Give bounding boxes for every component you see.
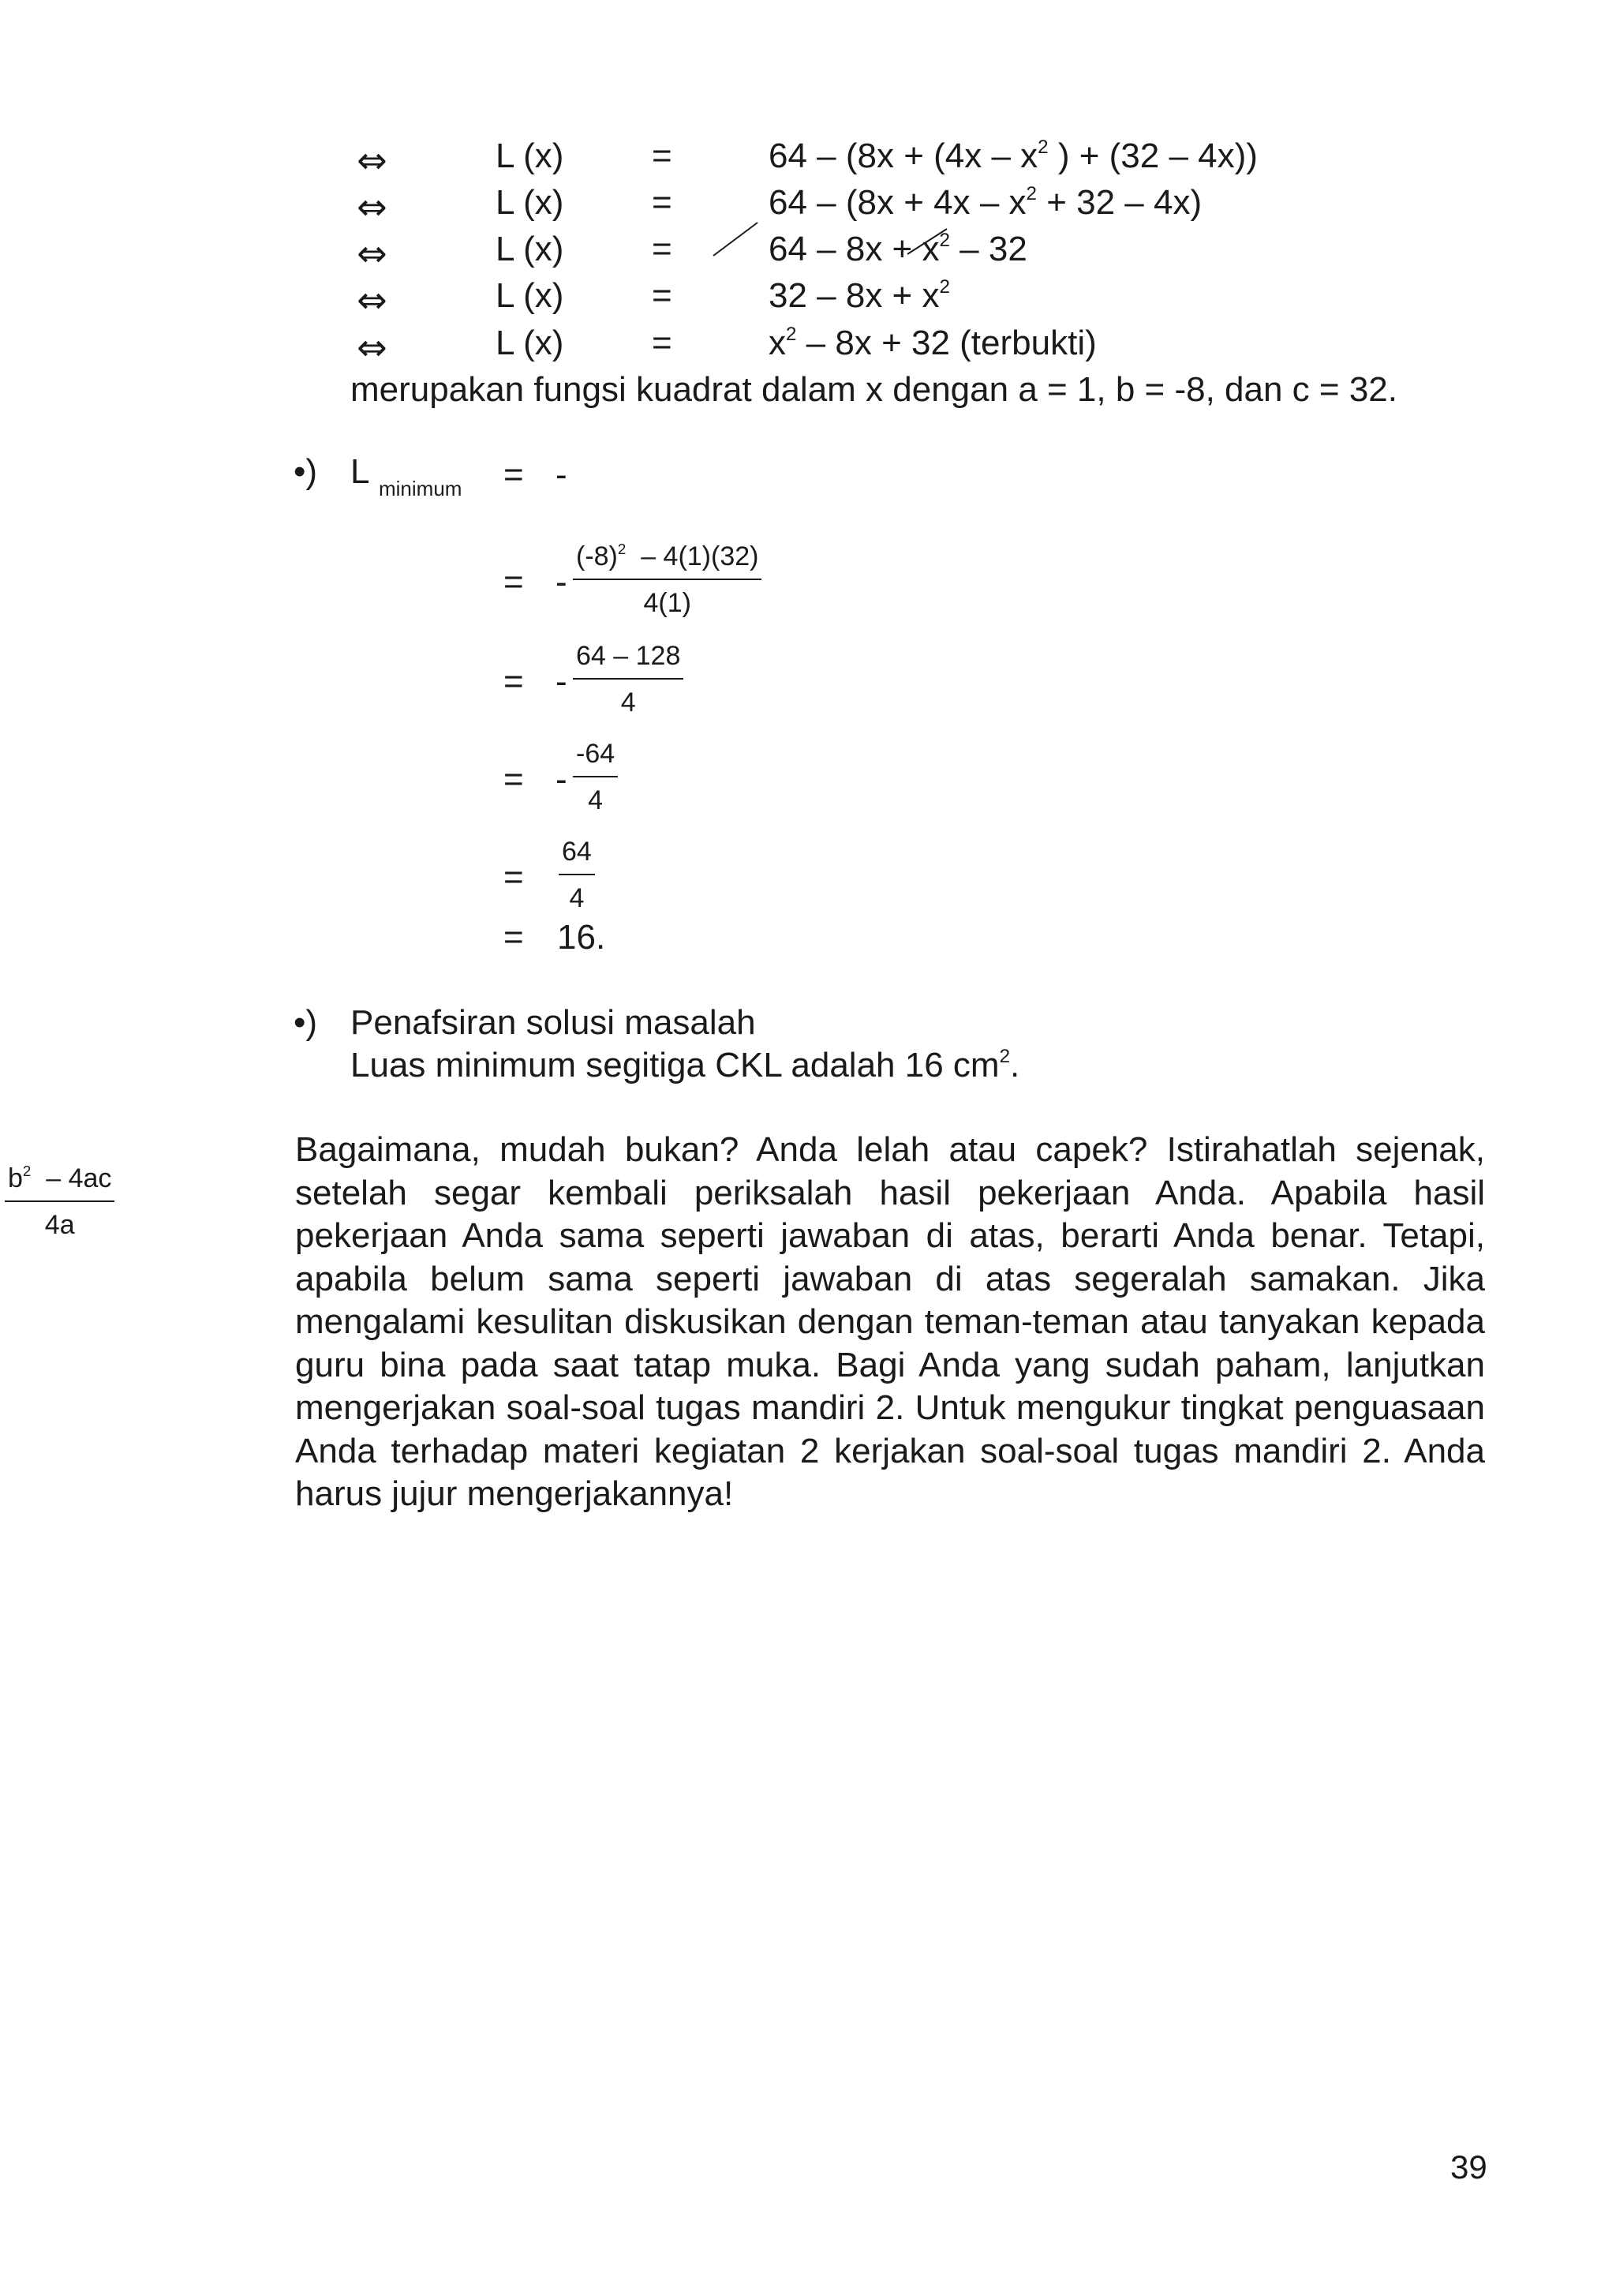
equation-equals: = (503, 858, 524, 897)
interpretation-heading: Penafsiran solusi masalah (350, 1003, 756, 1042)
fraction-denominator: 4(1) (643, 588, 691, 618)
equation-equals: = (503, 563, 524, 601)
equivalence-arrow-icon: ⇔ (357, 279, 387, 321)
equation-lhs: L (x) (496, 276, 564, 315)
equation-lhs: L (x) (496, 137, 564, 175)
equation-equals: = (503, 455, 524, 494)
fraction-denominator: 4a (44, 1210, 75, 1240)
equivalence-arrow-icon: ⇔ (357, 326, 387, 369)
fraction-denominator: 4 (588, 785, 604, 815)
bullet-marker: •) (294, 1003, 318, 1042)
equation-lhs: L (x) (496, 230, 564, 268)
equation-rhs: $32 - 8x + x^2$ (769, 275, 950, 315)
equation-rhs: $x^2 - 8x + 32$ (terbukti) (769, 323, 1097, 362)
page-number: 39 (1450, 2148, 1487, 2186)
fraction-numerator: $(-8)^2 - 4(1)(32)$ (573, 541, 761, 580)
final-value: 16. (557, 918, 606, 957)
equivalence-arrow-icon: ⇔ (357, 232, 387, 275)
fraction (573, 739, 618, 816)
equation-equals: = (652, 324, 672, 362)
equation-rhs: $64 - (8x + 4x - x^2 + 32 - 4x)$ (769, 182, 1203, 222)
equation-equals: = (503, 760, 524, 799)
cancel-stroke-marks (710, 219, 1010, 267)
equation-rhs: $64 - (8x + (4x - x^2$ ) + (32 – 4x)) (769, 136, 1258, 175)
equation-lhs: L (x) (496, 183, 564, 222)
fraction (573, 541, 761, 619)
equation-equals: = (503, 662, 524, 701)
fraction-numerator: 64 – 128 (573, 641, 683, 680)
fraction-numerator: 64 (559, 837, 595, 875)
minus-sign: - (556, 662, 567, 701)
fraction-denominator: 4 (620, 687, 636, 717)
fraction (573, 641, 683, 718)
equivalence-arrow-icon: ⇔ (357, 139, 387, 182)
fraction-numerator: $b^2 - 4ac$ (5, 1163, 114, 1202)
lmin-subscript: minimum (379, 477, 462, 500)
equivalence-arrow-icon: ⇔ (357, 185, 387, 228)
fraction (559, 837, 595, 914)
lmin-label: L (350, 452, 370, 491)
equation-equals: = (503, 918, 524, 957)
bullet-marker: •) (294, 452, 318, 491)
minus-sign: - (556, 563, 567, 601)
margin-note-fraction (5, 1163, 114, 1241)
minus-sign: - (556, 760, 567, 799)
interpretation-text: Luas minimum segitiga CKL adalah 16 $cm^2$. (350, 1045, 1020, 1084)
fraction-numerator: -64 (573, 739, 618, 777)
conclusion-text: merupakan fungsi kuadrat dalam x dengan a = 1, b = -8, dan c = 32. (350, 370, 1397, 409)
minus-sign: - (556, 455, 567, 494)
fraction-denominator: 4 (569, 883, 585, 913)
equation-equals: = (652, 276, 672, 315)
equation-equals: = (652, 137, 672, 175)
equation-equals: = (652, 230, 672, 268)
closing-paragraph: Bagaimana, mudah bukan? Anda lelah atau capek? Istirahatlah sejenak, setelah segar kembali periksalah hasil pekerjaan Anda. Apabila hasil pekerjaan Anda sama seperti jawaban di atas, berarti Anda benar. Tetapi, apabila belum sama seperti jawaban di atas segeralah samakan. Jika mengalami kesulitan diskusikan dengan teman-teman atau tanyakan kepada guru bina pada saat tatap muka. Bagi Anda yang sudah paham, lanjutkan mengerjakan soal-soal tugas mandiri 2. Untuk mengukur tingkat penguasaan Anda terhadap materi kegiatan 2 kerjakan soal-soal tugas mandiri 2. Anda harus jujur mengerjakannya! (295, 1130, 1485, 1513)
equation-lhs: L (x) (496, 324, 564, 362)
equation-equals: = (652, 183, 672, 222)
equation-rhs: $64 - 8x + x^2 - 32$ (769, 229, 1027, 268)
